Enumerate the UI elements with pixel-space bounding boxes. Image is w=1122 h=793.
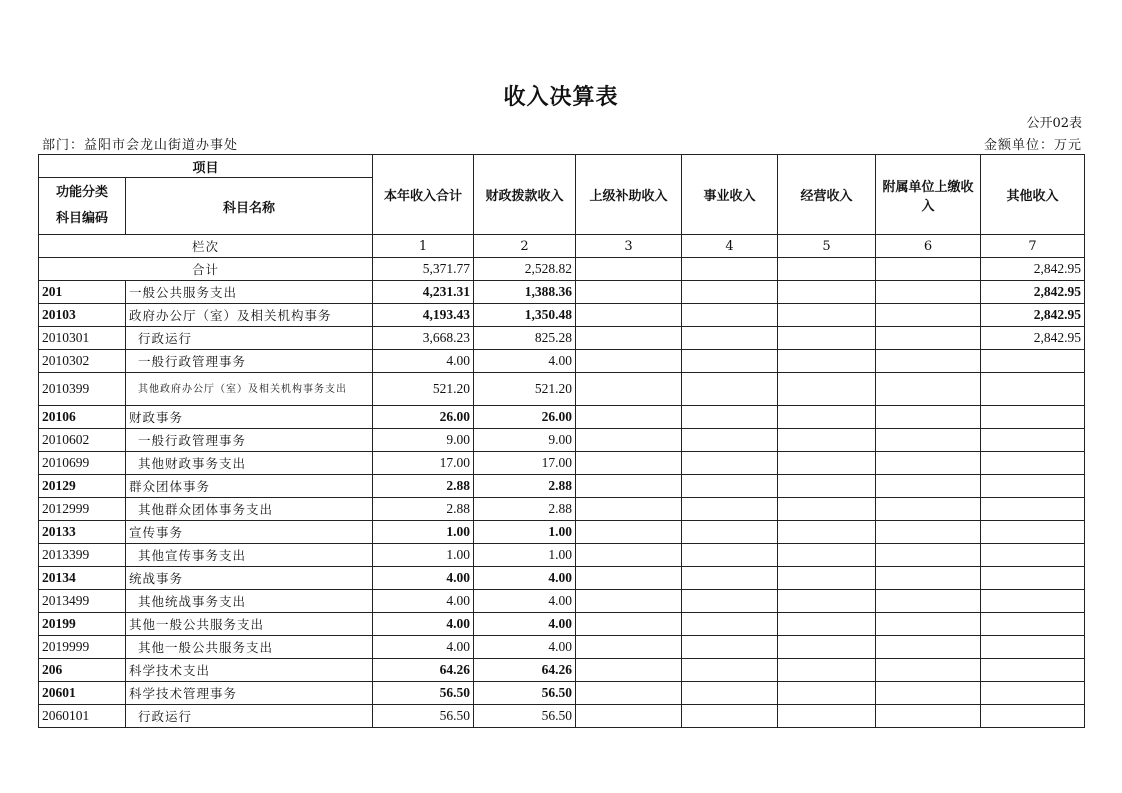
amount-cell: 26.00 — [474, 406, 576, 429]
amount-cell: 521.20 — [373, 373, 474, 406]
amount-cell — [576, 544, 682, 567]
amount-cell: 56.50 — [373, 682, 474, 705]
amount-cell — [876, 350, 981, 373]
amount-cell — [876, 373, 981, 406]
amount-cell — [576, 498, 682, 521]
amount-cell — [981, 373, 1085, 406]
amount-cell: 4,193.43 — [373, 304, 474, 327]
amount-cell: 2,842.95 — [981, 304, 1085, 327]
amount-cell — [682, 350, 778, 373]
amount-cell — [778, 475, 876, 498]
subject-name: 其他财政事务支出 — [126, 452, 373, 475]
subject-name: 政府办公厅（室）及相关机构事务 — [126, 304, 373, 327]
amount-cell — [576, 452, 682, 475]
amount-cell — [981, 636, 1085, 659]
amount-cell — [682, 613, 778, 636]
amount-cell — [778, 406, 876, 429]
subject-name: 科学技术管理事务 — [126, 682, 373, 705]
subject-name: 一般行政管理事务 — [126, 350, 373, 373]
table-row — [39, 590, 1085, 613]
amount-cell — [876, 498, 981, 521]
amount-cell — [778, 304, 876, 327]
table-row — [39, 613, 1085, 636]
amount-cell — [778, 429, 876, 452]
amount-cell — [682, 373, 778, 406]
amount-cell: 4.00 — [373, 636, 474, 659]
amount-cell — [682, 281, 778, 304]
header-col-7: 其他收入 — [981, 155, 1085, 235]
amount-cell — [981, 613, 1085, 636]
subject-name: 群众团体事务 — [126, 475, 373, 498]
subject-name: 其他宣传事务支出 — [126, 544, 373, 567]
amount-cell — [576, 567, 682, 590]
column-number-label: 栏次 — [39, 235, 373, 258]
table-row — [39, 327, 1085, 350]
column-number: 3 — [576, 235, 682, 258]
amount-cell — [682, 429, 778, 452]
subject-name: 统战事务 — [126, 567, 373, 590]
table-row — [39, 475, 1085, 498]
amount-cell: 4,231.31 — [373, 281, 474, 304]
amount-cell — [682, 705, 778, 728]
amount-cell: 17.00 — [373, 452, 474, 475]
table-row — [39, 705, 1085, 728]
amount-cell — [576, 429, 682, 452]
subject-code: 20103 — [39, 304, 126, 327]
subject-code: 201 — [39, 281, 126, 304]
subject-name: 行政运行 — [126, 327, 373, 350]
amount-cell — [981, 659, 1085, 682]
amount-cell: 64.26 — [474, 659, 576, 682]
amount-cell — [778, 682, 876, 705]
table-row — [39, 544, 1085, 567]
table-row — [39, 406, 1085, 429]
column-number: 4 — [682, 235, 778, 258]
amount-cell: 4.00 — [474, 567, 576, 590]
amount-cell — [981, 350, 1085, 373]
amount-cell: 56.50 — [474, 682, 576, 705]
column-number: 7 — [981, 235, 1085, 258]
header-subject-name: 科目名称 — [126, 178, 373, 235]
amount-cell — [778, 590, 876, 613]
amount-cell — [682, 590, 778, 613]
amount-cell — [576, 636, 682, 659]
total-row — [39, 258, 1085, 281]
amount-cell: 2,842.95 — [981, 327, 1085, 350]
amount-cell — [981, 498, 1085, 521]
amount-cell — [981, 429, 1085, 452]
subject-code: 2010301 — [39, 327, 126, 350]
amount-cell — [682, 659, 778, 682]
table-row — [39, 429, 1085, 452]
amount-cell: 825.28 — [474, 327, 576, 350]
amount-cell — [778, 613, 876, 636]
amount-cell — [778, 705, 876, 728]
header-func-code — [39, 178, 126, 235]
amount-cell — [876, 590, 981, 613]
amount-cell: 1.00 — [373, 544, 474, 567]
amount-cell: 4.00 — [474, 636, 576, 659]
header-col-4: 事业收入 — [682, 155, 778, 235]
subject-name: 其他一般公共服务支出 — [126, 613, 373, 636]
subject-code: 20134 — [39, 567, 126, 590]
amount-cell: 9.00 — [474, 429, 576, 452]
amount-cell: 4.00 — [373, 613, 474, 636]
amount-cell: 4.00 — [474, 613, 576, 636]
subject-name: 其他一般公共服务支出 — [126, 636, 373, 659]
table-row — [39, 452, 1085, 475]
amount-cell — [682, 475, 778, 498]
table-row — [39, 281, 1085, 304]
amount-cell: 1,350.48 — [474, 304, 576, 327]
amount-cell: 1,388.36 — [474, 281, 576, 304]
header-func-code-line1: 功能分类 — [55, 185, 108, 200]
column-number: 6 — [876, 235, 981, 258]
amount-cell — [981, 567, 1085, 590]
subject-code: 2012999 — [39, 498, 126, 521]
amount-cell — [682, 544, 778, 567]
amount-cell — [876, 613, 981, 636]
total-value: 5,371.77 — [373, 258, 474, 281]
subject-code: 2010399 — [39, 373, 126, 406]
amount-cell — [576, 475, 682, 498]
amount-cell — [876, 475, 981, 498]
header-col-5: 经营收入 — [778, 155, 876, 235]
amount-cell — [576, 659, 682, 682]
subject-code: 20133 — [39, 521, 126, 544]
amount-cell: 2,842.95 — [981, 281, 1085, 304]
amount-cell: 2.88 — [474, 475, 576, 498]
amount-cell — [576, 682, 682, 705]
total-value — [778, 258, 876, 281]
amount-cell — [778, 452, 876, 475]
amount-cell: 26.00 — [373, 406, 474, 429]
amount-cell: 4.00 — [474, 590, 576, 613]
subject-code: 2060101 — [39, 705, 126, 728]
subject-name: 财政事务 — [126, 406, 373, 429]
table-row — [39, 304, 1085, 327]
amount-cell — [778, 636, 876, 659]
amount-cell: 3,668.23 — [373, 327, 474, 350]
amount-cell — [778, 498, 876, 521]
amount-cell — [981, 521, 1085, 544]
amount-cell — [778, 350, 876, 373]
header-item: 项目 — [39, 155, 373, 178]
header-col-1: 本年收入合计 — [373, 155, 474, 235]
amount-cell — [682, 304, 778, 327]
amount-cell — [576, 350, 682, 373]
amount-cell — [576, 304, 682, 327]
total-value — [682, 258, 778, 281]
total-value: 2,528.82 — [474, 258, 576, 281]
amount-cell: 9.00 — [373, 429, 474, 452]
department-label: 部门：益阳市会龙山街道办事处 — [42, 138, 239, 153]
subject-code: 206 — [39, 659, 126, 682]
amount-cell: 1.00 — [474, 521, 576, 544]
amount-cell — [876, 567, 981, 590]
subject-code: 20129 — [39, 475, 126, 498]
subject-name: 一般行政管理事务 — [126, 429, 373, 452]
subject-name: 行政运行 — [126, 705, 373, 728]
subject-name: 其他群众团体事务支出 — [126, 498, 373, 521]
unit-label: 金额单位：万元 — [983, 138, 1082, 153]
amount-cell — [981, 452, 1085, 475]
subject-code: 2013399 — [39, 544, 126, 567]
amount-cell: 4.00 — [373, 567, 474, 590]
amount-cell — [682, 406, 778, 429]
amount-cell — [778, 281, 876, 304]
page-title: 收入决算表 — [503, 85, 619, 110]
amount-cell — [682, 682, 778, 705]
amount-cell — [876, 544, 981, 567]
subject-name: 科学技术支出 — [126, 659, 373, 682]
form-number: 公开02表 — [1026, 116, 1082, 131]
amount-cell: 521.20 — [474, 373, 576, 406]
subject-code: 2010699 — [39, 452, 126, 475]
column-number: 2 — [474, 235, 576, 258]
amount-cell — [981, 406, 1085, 429]
amount-cell — [876, 281, 981, 304]
amount-cell — [778, 544, 876, 567]
header-func-code-line2: 科目编码 — [55, 211, 108, 226]
amount-cell — [876, 636, 981, 659]
amount-cell: 4.00 — [373, 590, 474, 613]
amount-cell — [682, 452, 778, 475]
amount-cell — [981, 705, 1085, 728]
subject-name: 其他政府办公厅（室）及相关机构事务支出 — [126, 373, 373, 406]
amount-cell: 2.88 — [373, 475, 474, 498]
subject-name: 宣传事务 — [126, 521, 373, 544]
amount-cell — [876, 659, 981, 682]
amount-cell — [981, 475, 1085, 498]
amount-cell — [876, 682, 981, 705]
amount-cell — [576, 613, 682, 636]
table-row — [39, 682, 1085, 705]
column-number: 5 — [778, 235, 876, 258]
header-col-3: 上级补助收入 — [576, 155, 682, 235]
amount-cell — [682, 567, 778, 590]
amount-cell: 2.88 — [373, 498, 474, 521]
amount-cell — [876, 304, 981, 327]
header-col-2: 财政拨款收入 — [474, 155, 576, 235]
subject-code: 2010302 — [39, 350, 126, 373]
header-col-6: 附属单位上缴收入 — [876, 155, 981, 235]
amount-cell: 4.00 — [373, 350, 474, 373]
table-row — [39, 350, 1085, 373]
subject-code: 20199 — [39, 613, 126, 636]
total-value — [876, 258, 981, 281]
amount-cell — [778, 521, 876, 544]
amount-cell: 1.00 — [474, 544, 576, 567]
amount-cell — [778, 659, 876, 682]
amount-cell: 4.00 — [474, 350, 576, 373]
amount-cell — [981, 682, 1085, 705]
table-row — [39, 373, 1085, 406]
subject-code: 2010602 — [39, 429, 126, 452]
column-number-row — [39, 235, 1085, 258]
amount-cell: 2.88 — [474, 498, 576, 521]
table-row — [39, 567, 1085, 590]
subject-name: 一般公共服务支出 — [126, 281, 373, 304]
subject-code: 20601 — [39, 682, 126, 705]
amount-cell — [576, 521, 682, 544]
amount-cell — [981, 590, 1085, 613]
amount-cell: 17.00 — [474, 452, 576, 475]
table-row — [39, 521, 1085, 544]
subject-code: 2013499 — [39, 590, 126, 613]
subject-name: 其他统战事务支出 — [126, 590, 373, 613]
amount-cell — [876, 406, 981, 429]
total-value — [576, 258, 682, 281]
amount-cell: 56.50 — [373, 705, 474, 728]
amount-cell — [576, 705, 682, 728]
subject-code: 20106 — [39, 406, 126, 429]
amount-cell — [682, 521, 778, 544]
column-number: 1 — [373, 235, 474, 258]
amount-cell — [778, 567, 876, 590]
amount-cell — [778, 373, 876, 406]
amount-cell: 64.26 — [373, 659, 474, 682]
table-row — [39, 659, 1085, 682]
amount-cell — [576, 373, 682, 406]
amount-cell — [576, 590, 682, 613]
table-row — [39, 498, 1085, 521]
total-label: 合计 — [39, 258, 373, 281]
amount-cell — [876, 705, 981, 728]
amount-cell — [576, 406, 682, 429]
amount-cell — [576, 327, 682, 350]
amount-cell — [876, 327, 981, 350]
amount-cell — [682, 327, 778, 350]
amount-cell: 1.00 — [373, 521, 474, 544]
table-row — [39, 636, 1085, 659]
amount-cell — [778, 327, 876, 350]
amount-cell — [682, 498, 778, 521]
amount-cell: 56.50 — [474, 705, 576, 728]
income-table — [38, 154, 1085, 728]
total-value: 2,842.95 — [981, 258, 1085, 281]
amount-cell — [682, 636, 778, 659]
amount-cell — [981, 544, 1085, 567]
amount-cell — [876, 452, 981, 475]
amount-cell — [876, 429, 981, 452]
subject-code: 2019999 — [39, 636, 126, 659]
amount-cell — [876, 521, 981, 544]
amount-cell — [576, 281, 682, 304]
